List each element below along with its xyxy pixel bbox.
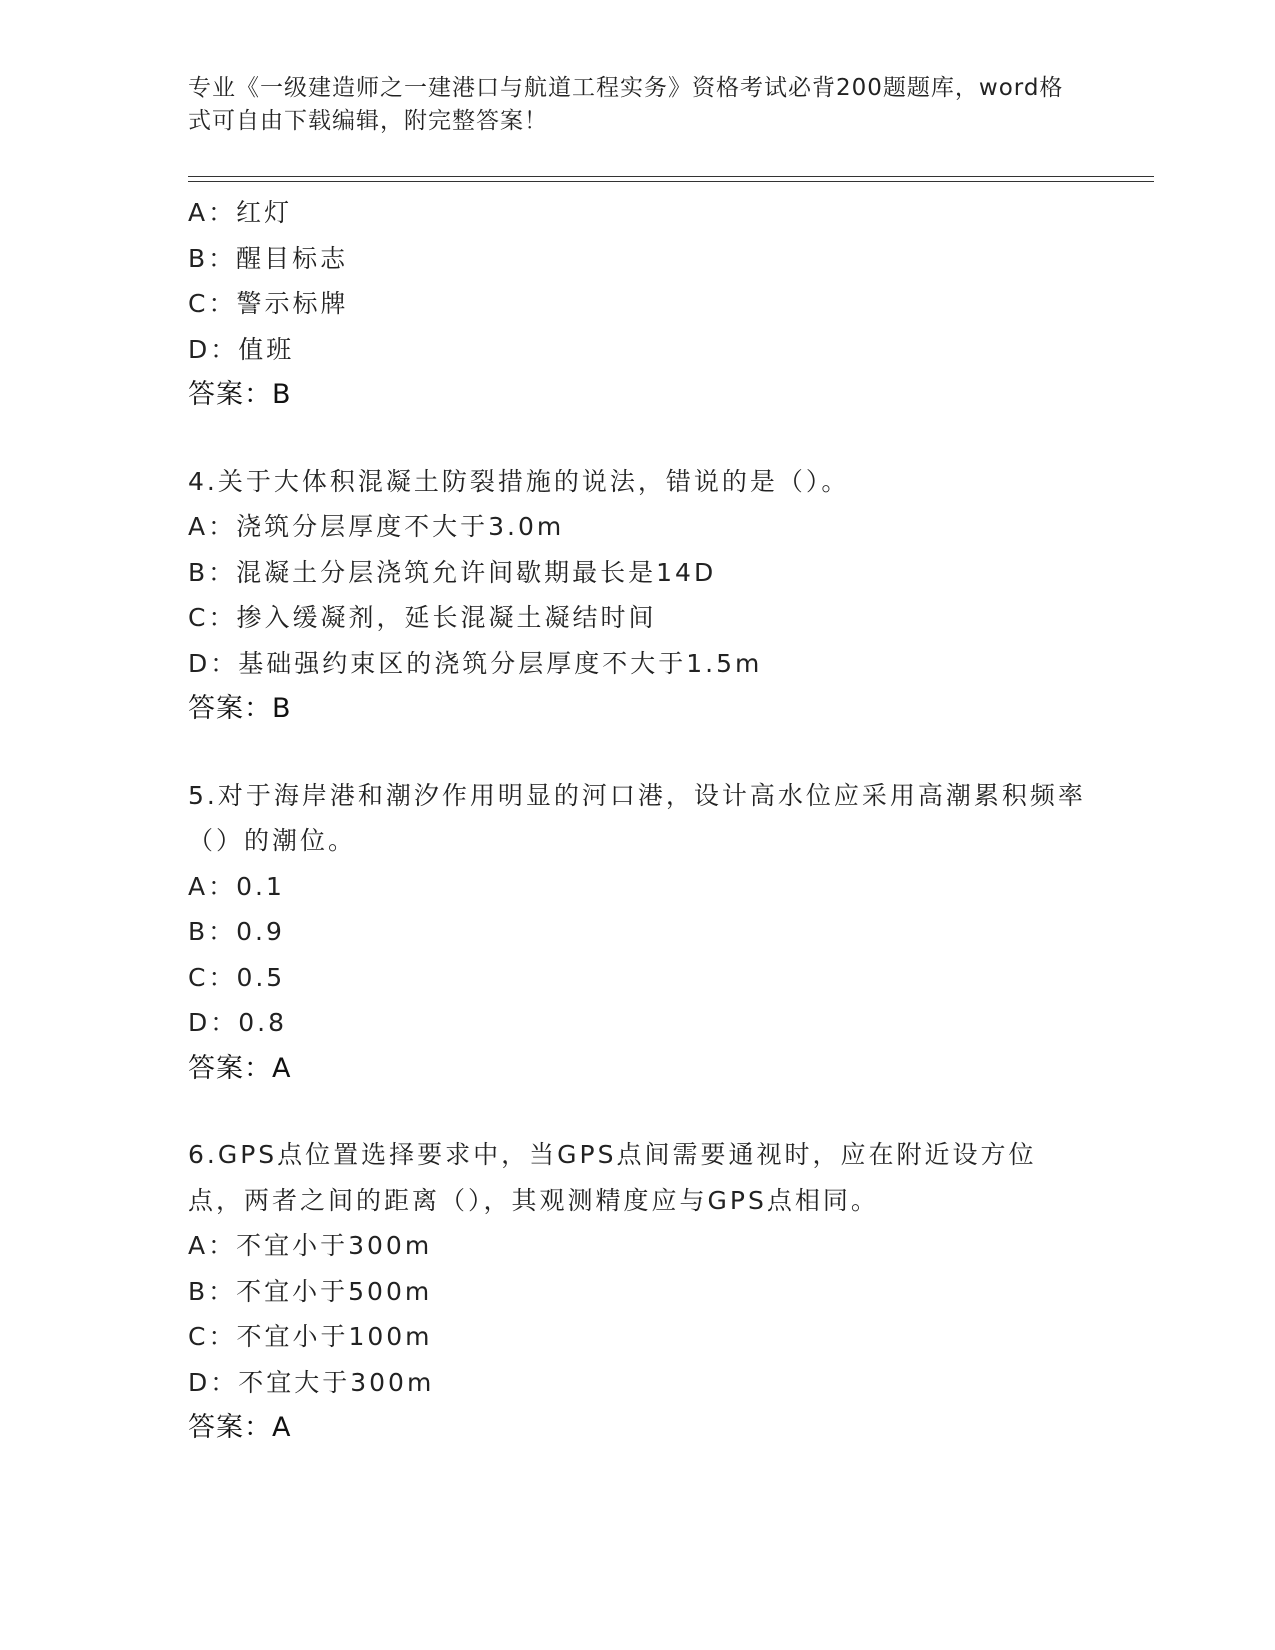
- option-c: C：不宜小于100m: [188, 1322, 433, 1351]
- option-c: C：警示标牌: [188, 289, 349, 318]
- option-d: D：基础强约束区的浇筑分层厚度不大于1.5m: [188, 648, 763, 678]
- question-block: [188, 1132, 1088, 1451]
- header-rule-bottom: [188, 181, 1154, 182]
- question-text: 5.对于海岸港和潮汐作用明显的河口港，设计高水位应采用高潮累积频率（）的潮位。: [188, 780, 1086, 855]
- option-a: A：不宜小于300m: [188, 1231, 433, 1260]
- option-d: D：0.8: [188, 1008, 288, 1037]
- answer: 答案：A: [188, 1412, 292, 1443]
- block-spacer: [188, 418, 1088, 459]
- question-list: [188, 190, 1088, 1451]
- option-b: B：0.9: [188, 917, 285, 946]
- question-text: 6.GPS点位置选择要求中，当GPS点间需要通视时，应在附近设方位点，两者之间的距离（），其观测精度应与GPS点相同。: [188, 1140, 1037, 1215]
- answer: 答案：B: [188, 379, 292, 410]
- question-text: 4.关于大体积混凝土防裂措施的说法，错说的是（）。: [188, 466, 850, 496]
- option-d: D：值班: [188, 334, 295, 364]
- option-d: D：不宜大于300m: [188, 1367, 435, 1397]
- option-b: B：醒目标志: [188, 243, 349, 273]
- block-spacer: [188, 732, 1088, 773]
- document-title: 专业《一级建造师之一建港口与航道工程实务》资格考试必背200题题库，word格式可自由下载编辑，附完整答案！: [188, 75, 1064, 134]
- option-a: A：红灯: [188, 198, 293, 227]
- option-a: A：0.1: [188, 871, 285, 901]
- question-block: [188, 773, 1088, 1092]
- option-b: B：不宜小于500m: [188, 1276, 433, 1306]
- question-block: [188, 459, 1088, 732]
- option-a: A：浇筑分层厚度不大于3.0m: [188, 512, 565, 541]
- answer: 答案：A: [188, 1052, 292, 1084]
- header-rule-top: [188, 176, 1154, 177]
- document-header: [188, 72, 1068, 138]
- block-spacer: [188, 1091, 1088, 1132]
- option-b: B：混凝土分层浇筑允许间歇期最长是14D: [188, 557, 717, 587]
- option-c: C：0.5: [188, 962, 286, 992]
- option-c: C：掺入缓凝剂，延长混凝土凝结时间: [188, 603, 657, 632]
- answer: 答案：B: [188, 693, 292, 724]
- question-block: [188, 190, 1088, 418]
